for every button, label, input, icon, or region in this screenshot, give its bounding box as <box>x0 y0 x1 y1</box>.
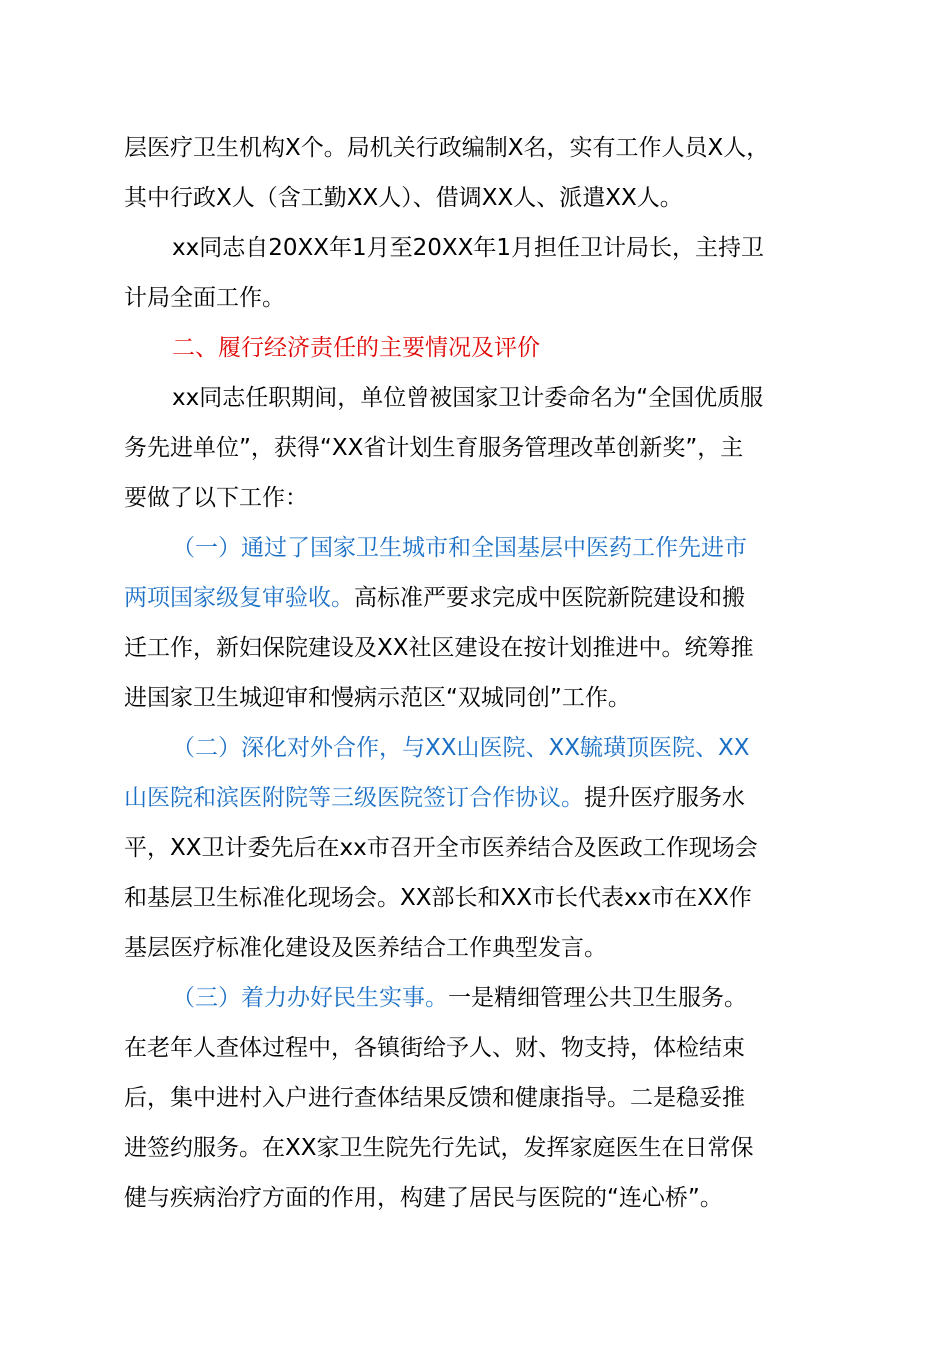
text-span: 进国家卫生城迎审和慢病示范区“双城同创”工作。 <box>124 685 631 711</box>
text-span: 一是精细管理公共卫生服务。 <box>448 985 747 1011</box>
text-line <box>124 1123 870 1173</box>
section-heading-2 <box>124 323 870 373</box>
text-span: 进签约服务。在XX家卫生院先行先试，发挥家庭医生在日常保 <box>124 1135 754 1161</box>
text-line <box>124 473 870 523</box>
text-line <box>124 1023 870 1073</box>
paragraph-item-2 <box>124 723 870 973</box>
text-line <box>124 773 870 823</box>
text-line <box>124 823 870 873</box>
section-heading-text <box>124 323 870 373</box>
text-span: 在老年人查体过程中，各镇街给予人、财、物支持，体检结束 <box>124 1035 745 1061</box>
text-line <box>124 873 870 923</box>
text-line <box>124 373 870 423</box>
text-span: 迁工作，新妇保院建设及XX社区建设在按计划推进中。统筹推 <box>124 635 754 661</box>
text-line <box>124 923 870 973</box>
text-span: 提升医疗服务水 <box>584 785 745 811</box>
text-line <box>124 173 870 223</box>
text-line <box>124 723 870 773</box>
text-line <box>124 623 870 673</box>
paragraph-item-3 <box>124 973 870 1223</box>
text-span: 二、履行经济责任的主要情况及评价 <box>172 335 540 361</box>
text-line <box>124 1173 870 1223</box>
text-line <box>124 973 870 1023</box>
text-span: 务先进单位”，获得“XX省计划生育服务管理改革创新奖”，主 <box>124 435 744 461</box>
text-span: 计局全面工作。 <box>124 285 285 311</box>
text-line <box>124 673 870 723</box>
text-line <box>124 573 870 623</box>
text-line <box>124 1073 870 1123</box>
text-span: xx同志自20XX年1月至20XX年1月担任卫计局长，主持卫 <box>172 235 765 261</box>
paragraph-honors <box>124 373 870 523</box>
text-line <box>124 273 870 323</box>
subheading-span: 两项国家级复审验收。 <box>124 585 354 611</box>
text-span: 其中行政X人（含工勤XX人）、借调XX人、派遣XX人。 <box>124 185 683 211</box>
text-span: 基层医疗标准化建设及医养结合工作典型发言。 <box>124 935 607 961</box>
subheading-span: 山医院和滨医附院等三级医院签订合作协议。 <box>124 785 584 811</box>
text-span: 健与疾病治疗方面的作用，构建了居民与医院的“连心桥”。 <box>124 1185 723 1211</box>
subheading-span: （三）着力办好民生实事。 <box>172 985 448 1011</box>
subheading-span: （二）深化对外合作，与XX山医院、XX毓璜顶医院、XX <box>172 735 750 761</box>
text-span: 要做了以下工作： <box>124 485 308 511</box>
text-span: 高标准严要求完成中医院新院建设和搬 <box>354 585 745 611</box>
paragraph-item-1 <box>124 523 870 723</box>
text-span: 平，XX卫计委先后在xx市召开全市医养结合及医政工作现场会 <box>124 835 758 861</box>
text-span: 层医疗卫生机构X个。局机关行政编制X名，实有工作人员X人， <box>124 135 770 161</box>
text-line <box>124 423 870 473</box>
paragraph-org-staffing <box>124 123 870 223</box>
text-span: 和基层卫生标准化现场会。XX部长和XX市长代表xx市在XX作 <box>124 885 752 911</box>
text-line <box>124 223 870 273</box>
text-span: xx同志任职期间，单位曾被国家卫计委命名为“全国优质服 <box>172 385 764 411</box>
paragraph-tenure <box>124 223 870 323</box>
text-span: 后，集中进村入户进行查体结果反馈和健康指导。二是稳妥推 <box>124 1085 745 1111</box>
text-line <box>124 123 870 173</box>
subheading-span: （一）通过了国家卫生城市和全国基层中医药工作先进市 <box>172 535 747 561</box>
text-line <box>124 523 870 573</box>
